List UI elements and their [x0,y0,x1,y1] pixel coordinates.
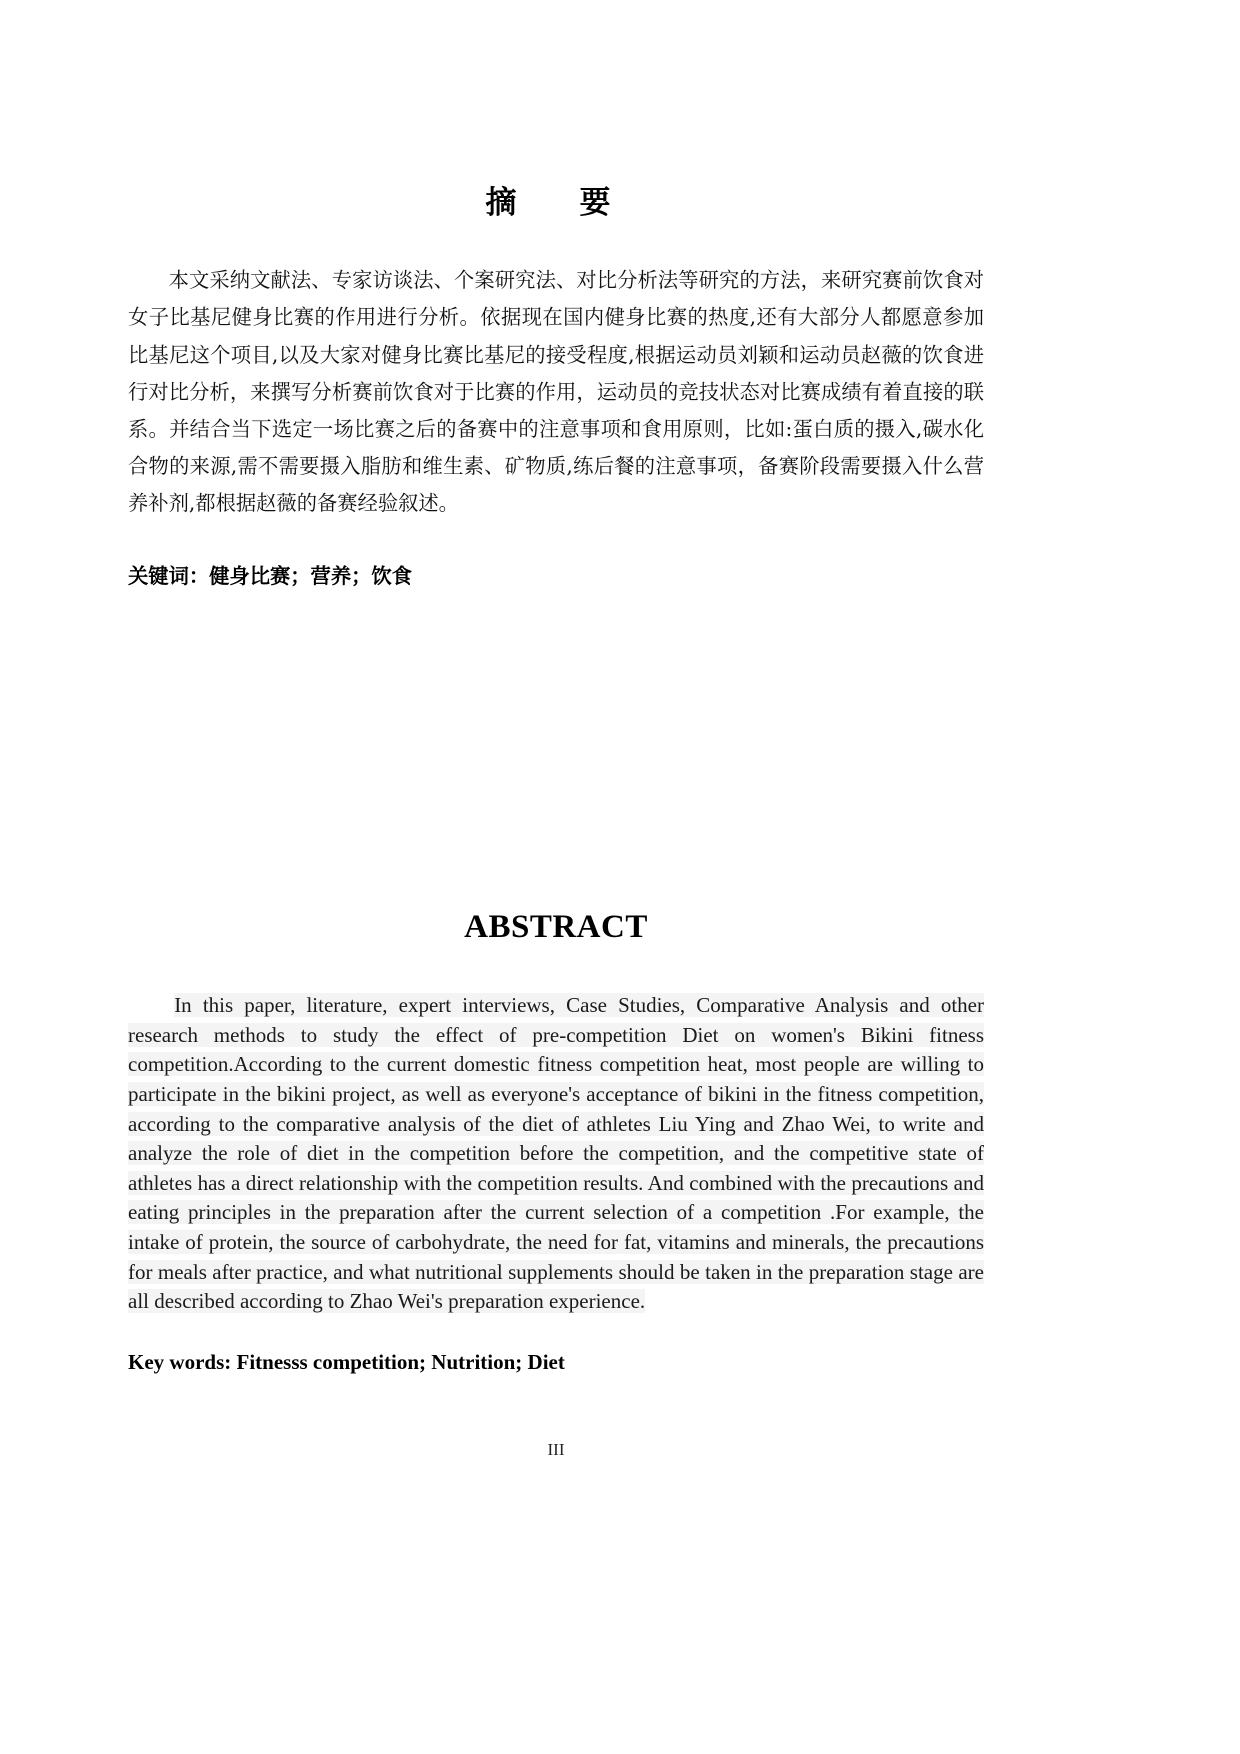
english-abstract-heading: ABSTRACT [464,908,648,945]
english-keywords: Key words: Fitnesss competition; Nutrition; Diet [128,1349,565,1374]
page-number: III [547,1440,565,1459]
chinese-keywords: 关键词：健身比赛；营养；饮食 [128,563,412,588]
english-abstract-paragraph [128,947,984,1317]
page-content [128,0,984,1459]
chinese-abstract-paragraph: 本文采纳文献法、专家访谈法、个案研究法、对比分析法等研究的方法，来研究赛前饮食对女子比基尼健身比赛的作用进行分析。依据现在国内健身比赛的热度,还有大部分人都愿意参加比基尼这个项目,以及大家对健身比赛比基尼的接受程度,根据运动员刘颖和运动员赵薇的饮食进行对比分析，来撰写分析赛前饮食对于比赛的作用，运动员的竞技状态对比赛成绩有着直接的联系。并结合当下选定一场比赛之后的备赛中的注意事项和食用原则，比如:蛋白质的摄入,碳水化合物的来源,需不需要摄入脂肪和维生素、矿物质,练后餐的注意事项，备赛阶段需要摄入什么营养补剂,都根据赵薇的备赛经验叙述。 [128,268,984,516]
english-abstract-text: In this paper, literature, expert interviews, Case Studies, Comparative Analysis and other research methods to study the effect of pre-competition Diet on women's Bikini fitness competition.According to the current domestic fitness competition heat, most people are willing to participate in the bikini project, as well as everyone's acceptance of bikini in the fitness competition, according to the comparative analysis of the diet of athletes Liu Ying and Zhao Wei, to write and analyze the role of diet in the competition before the competition, and the competitive state of athletes has a direct relationship with the competition results. And combined with the precautions and eating principles in the preparation after the current selection of a competition .For example, the intake of protein, the source of carbohydrate, the need for fat, vitamins and minerals, the precautions for meals after practice, and what nutritional supplements should be taken in the preparation stage are all described according to Zhao Wei's preparation experience. [128,993,984,1314]
chinese-abstract-heading: 摘 要 [485,185,627,221]
